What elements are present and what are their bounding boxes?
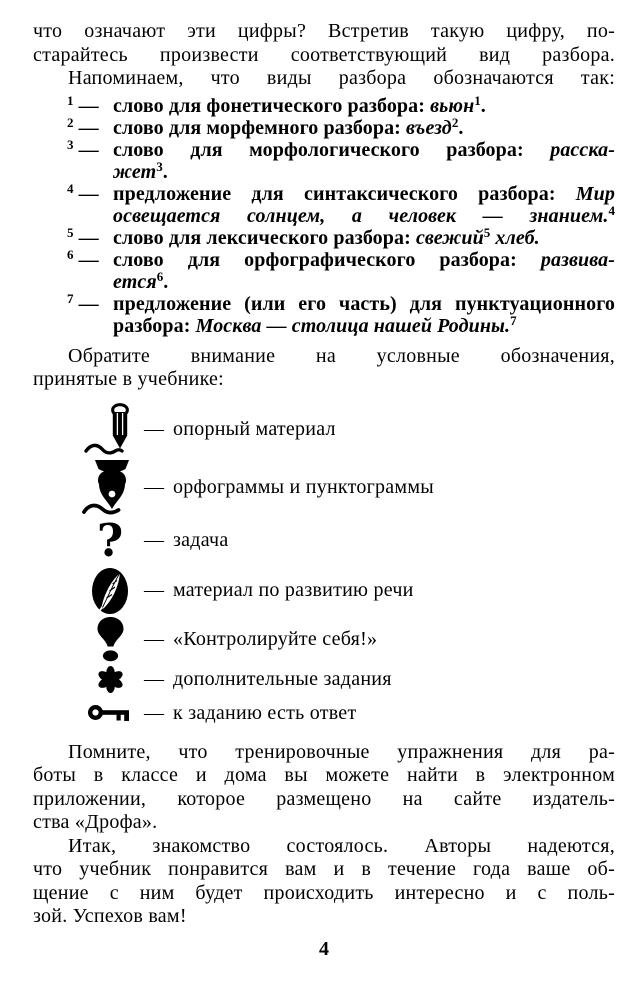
- text-line: [33, 20, 615, 44]
- text-segment: 6: [156, 268, 164, 284]
- text-line: [113, 268, 615, 293]
- item-number: 7: [67, 290, 74, 306]
- legend-dash: —: [144, 579, 164, 601]
- text-segment: .: [163, 270, 169, 293]
- text-segment: жет: [113, 160, 157, 183]
- text-line: [33, 905, 615, 929]
- text-segment: хлеб.: [490, 226, 540, 249]
- exclamation-icon: [97, 617, 124, 662]
- razbor-list-item: [33, 224, 615, 249]
- legend-dash: —: [144, 627, 164, 650]
- razbor-list-item: [33, 136, 615, 183]
- text-segment: Итак, знакомство состоялось. Авторы надеются,: [68, 834, 615, 857]
- razbor-list-item: [33, 180, 615, 227]
- text-segment: что означают эти цифры? Встретив такую цифру, по-: [33, 20, 615, 42]
- icon-legend: [33, 400, 615, 730]
- text-segment: ется: [113, 270, 157, 293]
- text-segment: предложение (или его часть) для пунктуационного: [113, 292, 615, 315]
- item-marker: $^7$ —: [67, 290, 99, 315]
- razbor-type-list: [33, 92, 615, 337]
- icon-cell: [76, 402, 144, 456]
- text-line: [113, 249, 615, 271]
- text-segment: старайтесь произвести соответствующий вид разбора.: [33, 43, 615, 66]
- item-marker: $^2$ —: [67, 114, 99, 139]
- legend-label: к заданию есть ответ: [173, 701, 357, 724]
- item-number: 2: [67, 114, 74, 130]
- icon-legend-row: [33, 400, 615, 459]
- razbor-list-item: [33, 114, 615, 139]
- text-line: [33, 44, 615, 68]
- item-number: 6: [67, 246, 74, 262]
- item-marker: $^1$ —: [67, 92, 99, 117]
- item-marker: $^3$ —: [67, 136, 99, 161]
- text-segment: .: [458, 116, 464, 139]
- text-line: [33, 741, 615, 765]
- text-segment: 5: [483, 224, 491, 240]
- text-line: [113, 139, 615, 161]
- text-line: [33, 764, 615, 788]
- text-segment: Мир: [575, 182, 615, 205]
- icon-legend-row: [33, 566, 615, 616]
- item-number: 5: [67, 224, 74, 240]
- closing-paragraph: [33, 835, 615, 929]
- item-number: 1: [67, 92, 74, 108]
- text-segment: слово для лексического разбора:: [113, 226, 416, 249]
- legend-dash: —: [144, 475, 164, 498]
- text-line: [33, 368, 615, 392]
- text-segment: .: [480, 94, 486, 117]
- pen-nib-icon: [82, 459, 138, 516]
- text-segment: 3: [156, 158, 163, 174]
- icon-cell: [76, 703, 144, 723]
- icon-legend-row: [33, 616, 615, 663]
- text-segment: слово для морфологического разбора:: [113, 138, 551, 161]
- text-segment: Напоминаем, что виды разбора обозначаются так:: [68, 67, 615, 89]
- text-segment: что учебник понравится вам и в течение года ваше об-: [33, 858, 615, 880]
- text-segment: принятые в учебнике:: [33, 368, 224, 390]
- text-segment: въезд: [406, 116, 452, 139]
- item-marker: $^4$ —: [67, 180, 99, 205]
- intro-paragraph-2: [33, 67, 615, 91]
- icon-cell: [76, 617, 144, 662]
- legend-label: «Контролируйте себя!»: [173, 627, 378, 650]
- text-line: [33, 67, 615, 91]
- text-segment: освещается солнцем, а человек — знанием.: [113, 204, 609, 227]
- text-segment: расска-: [550, 138, 615, 161]
- icon-cell: [76, 514, 144, 567]
- legend-dash: —: [144, 529, 164, 551]
- text-line: [113, 158, 615, 183]
- pencil-icon: [80, 402, 140, 456]
- text-line: [33, 858, 615, 882]
- text-line: [113, 114, 615, 139]
- icon-cell: [76, 567, 144, 615]
- text-segment: разбора:: [113, 314, 196, 337]
- question-mark-icon: ?: [96, 514, 124, 567]
- text-line: [33, 835, 615, 859]
- icon-cell: [76, 459, 144, 516]
- razbor-list-item: [33, 92, 615, 117]
- text-line: [33, 882, 615, 906]
- icon-legend-row: [33, 697, 615, 730]
- text-segment: 4: [608, 202, 615, 218]
- legend-label: материал по развитию речи: [173, 579, 414, 601]
- text-segment: предложение для синтаксического разбора:: [113, 182, 576, 205]
- text-segment: зой. Успехов вам!: [33, 905, 187, 927]
- icon-cell: [76, 666, 144, 693]
- text-segment: Москва — столица нашей Родины.: [195, 314, 511, 337]
- text-line: [113, 312, 615, 337]
- legend-intro-paragraph: [33, 345, 615, 392]
- text-segment: .: [162, 160, 168, 183]
- text-segment: 7: [510, 312, 517, 328]
- item-marker: $^5$ —: [67, 224, 99, 249]
- text-segment: свежий: [415, 226, 484, 249]
- text-segment: слово для фонетического разбора:: [113, 94, 431, 117]
- icon-legend-row: [33, 516, 615, 566]
- text-line: [113, 202, 615, 227]
- text-line: [33, 811, 615, 835]
- text-segment: ства «Дрофа».: [33, 811, 158, 833]
- icon-legend-row: [33, 459, 615, 516]
- item-marker: $^6$ —: [67, 246, 99, 271]
- legend-label: задача: [173, 529, 229, 551]
- text-segment: развива-: [540, 248, 615, 271]
- text-line: [113, 293, 615, 315]
- text-line: [113, 224, 615, 249]
- item-number: 4: [67, 180, 74, 196]
- flower-icon: [97, 666, 124, 693]
- text-segment: 1: [474, 92, 481, 108]
- key-icon: [87, 703, 133, 723]
- text-segment: вьюн: [430, 94, 475, 117]
- text-segment: приложении, которое размещено на сайте издатель-: [33, 787, 615, 810]
- razbor-list-item: [33, 246, 615, 293]
- text-line: [33, 345, 615, 369]
- text-line: [113, 183, 615, 205]
- icon-legend-row: [33, 663, 615, 697]
- legend-label: опорный материал: [173, 417, 336, 440]
- text-line: [113, 92, 615, 117]
- text-segment: 2: [451, 114, 459, 130]
- item-number: 3: [67, 136, 74, 152]
- legend-label: дополнительные задания: [173, 668, 392, 690]
- text-segment: боты в классе и дома вы можете найти в электронном: [33, 764, 615, 786]
- app-note-paragraph: [33, 741, 615, 835]
- text-segment: щение с ним будет происходить интересно и с поль-: [33, 881, 615, 904]
- feather-oval-icon: [91, 567, 129, 615]
- page-number: 4: [319, 937, 329, 960]
- intro-paragraph-1: [33, 20, 615, 67]
- text-line: [33, 788, 615, 812]
- text-segment: Обратите внимание на условные обозначения,: [68, 344, 615, 367]
- legend-label: орфограммы и пунктограммы: [173, 475, 434, 498]
- razbor-list-item: [33, 290, 615, 337]
- legend-dash: —: [144, 417, 164, 440]
- text-segment: слово для морфемного разбора:: [113, 116, 407, 139]
- legend-dash: —: [144, 701, 164, 724]
- legend-dash: —: [144, 668, 164, 690]
- text-segment: слово для орфографического разбора:: [113, 248, 541, 271]
- text-segment: Помните, что тренировочные упражнения для ра-: [68, 740, 615, 763]
